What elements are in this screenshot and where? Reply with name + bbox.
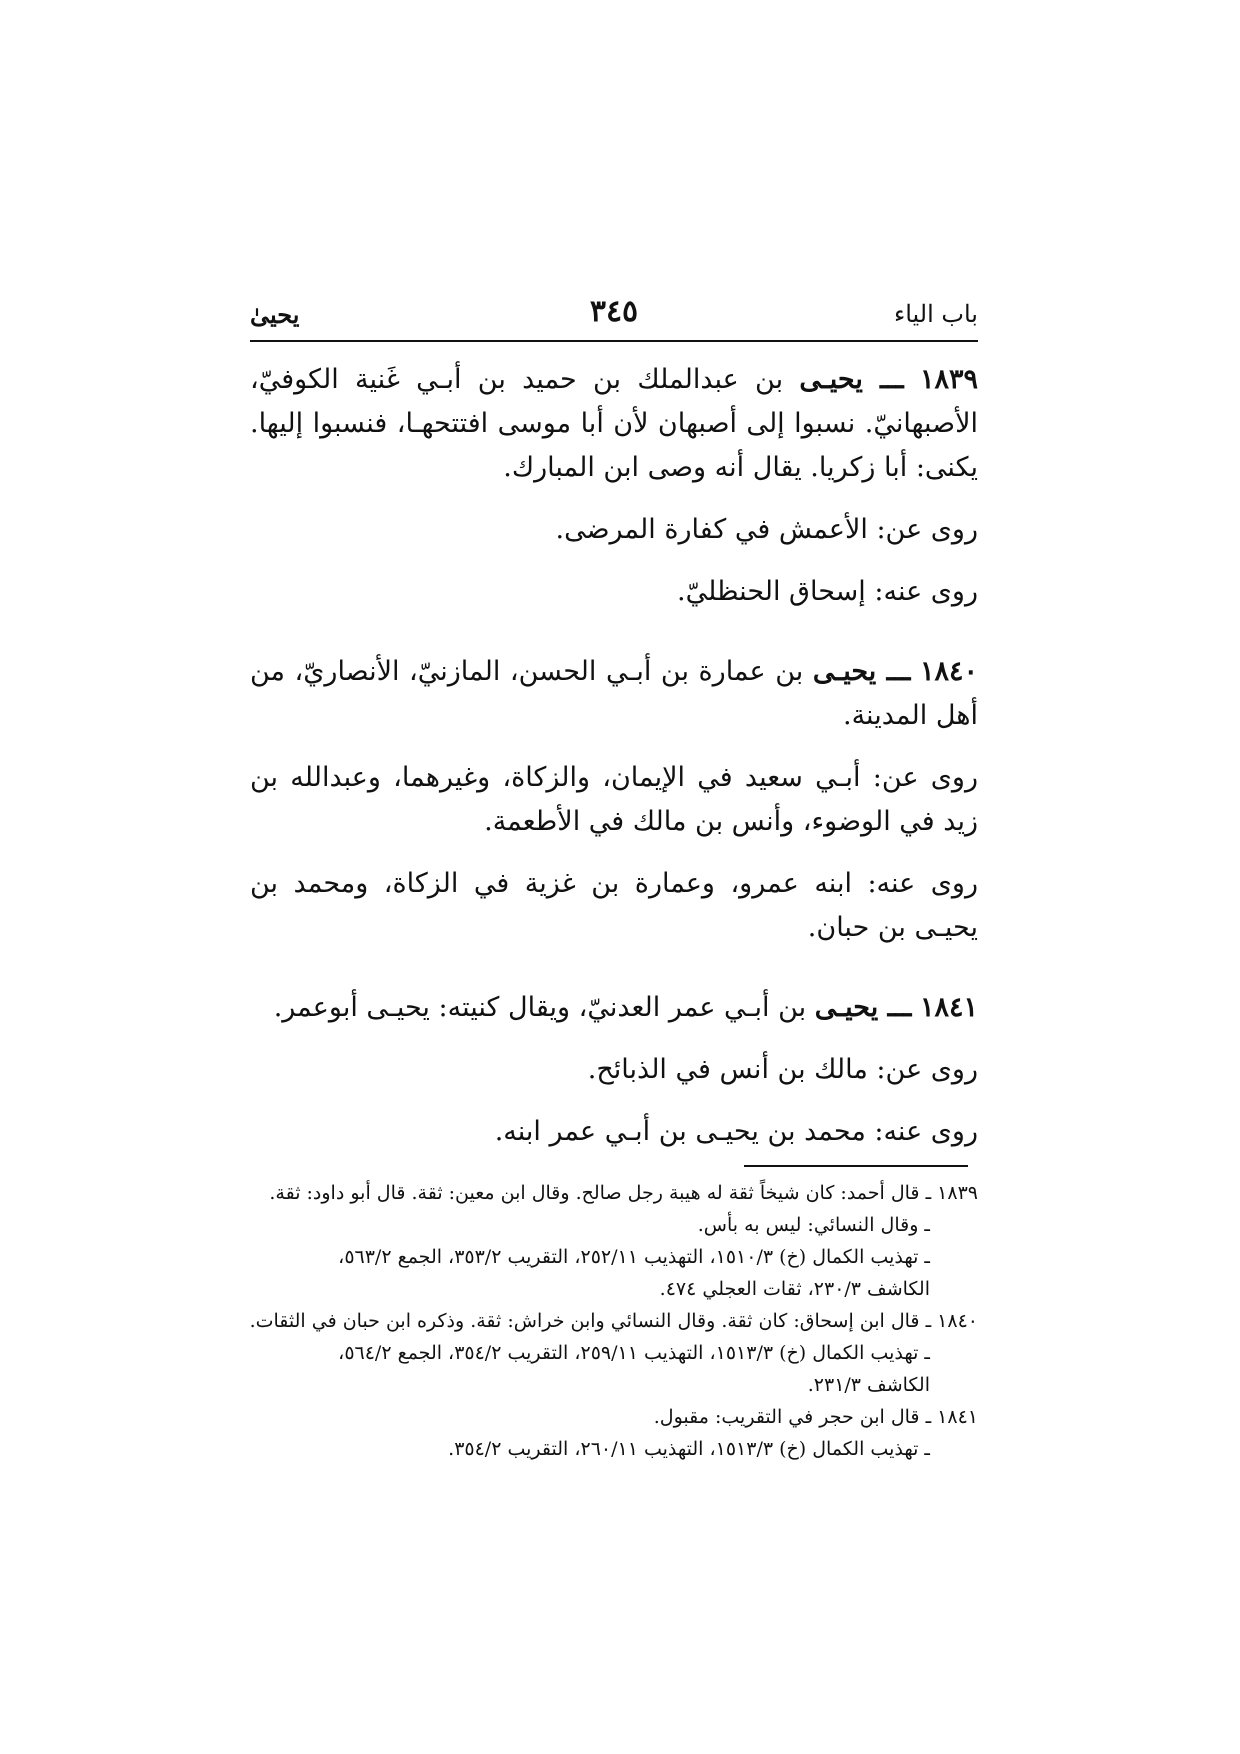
entry-1841 [250, 986, 978, 1154]
footnote-text: تهذيب الكمال (خ) ١٥١٣/٣، التهذيب ٢٥٩/١١، التقريب ٣٥٤/٢، الجمع ٥٦٤/٢، [338, 1342, 919, 1364]
footnote-text: الكاشف ٢٣١/٣. [807, 1374, 930, 1396]
entry-intro: ١٨٣٩ ـــ يحيـى بن عبدالملك بن حميد بن أبـي غَنية الكوفيّ، الأصبهانيّ. نسبوا إلى أصبهان لأن أبا موسى افتتحهـا، فنسبوا إليها. يكنى: أبا زكريا. يقال أنه وصى ابن المبارك. [250, 364, 978, 483]
page-header [250, 294, 978, 340]
footnotes [250, 1177, 978, 1465]
footnote-lead: ١٨٤٠ ـ [925, 1310, 978, 1332]
footnote-line [250, 1241, 978, 1273]
footnote-lead: ـ [924, 1342, 930, 1364]
header-rule [250, 340, 978, 342]
footnote-lead: ـ [924, 1246, 930, 1268]
footnote-text: قال ابن حجر في التقريب: مقبول. [653, 1406, 920, 1428]
entry-1839 [250, 358, 978, 614]
footnote-lead: ١٨٤١ ـ [925, 1406, 978, 1428]
entry-name: يحيـى [812, 656, 877, 687]
footnote-text: وقال النسائي: ليس به بأس. [697, 1214, 919, 1236]
footnote-line [250, 1401, 978, 1433]
footnote-text: تهذيب الكمال (خ) ١٥١٠/٣، التهذيب ٢٥٢/١١، التقريب ٣٥٣/٢، الجمع ٥٦٣/٢، [338, 1246, 919, 1268]
chapter-title: باب الياء [893, 300, 978, 328]
entry-number: ١٨٤١ [919, 992, 978, 1023]
footnote-text: الكاشف ٢٣٠/٣، ثقات العجلي ٤٧٤. [659, 1278, 930, 1300]
narrated-by: روى عنه: ابنه عمرو، وعمارة بن غزية في الزكاة، ومحمد بن يحيـى بن حبان. [250, 868, 978, 943]
footnote-line [250, 1177, 978, 1209]
narrated-from: روى عن: مالك بن أنس في الذبائح. [587, 1054, 978, 1085]
footnote-line [250, 1337, 978, 1369]
footnote-lead: ١٨٣٩ ـ [925, 1182, 978, 1204]
running-name: يحيىٰ [250, 300, 300, 329]
footnote-line [250, 1369, 978, 1401]
entry-description: بن أبـي عمر العدنيّ، ويقال كنيته: يحيـى أبوعمر. [273, 992, 807, 1023]
main-text [250, 358, 978, 1154]
narrated-from: روى عن: أبـي سعيد في الإيمان، والزكاة، وغيرهما، وعبدالله بن زيد في الوضوء، وأنس بن مالك في الأطعمة. [250, 762, 978, 837]
entry-description: بن عبدالملك بن حميد بن أبـي غَنية الكوفيّ، الأصبهانيّ. نسبوا إلى أصبهان لأن أبا موسى افتتحهـا، فنسبوا إليها. يكنى: أبا زكريا. يقال أنه وصى ابن المبارك. [250, 364, 978, 483]
entry-description: بن عمارة بن أبـي الحسن، المازنيّ، الأنصاريّ، من أهل المدينة. [250, 656, 978, 731]
footnote-lead: ـ [924, 1214, 930, 1236]
entry-number: ١٨٣٩ [919, 364, 978, 395]
footnote-text: قال أحمد: كان شيخاً ثقة له هيبة رجل صالح. وقال ابن معين: ثقة. قال أبو داود: ثقة. [269, 1182, 920, 1204]
entry-intro: ١٨٤٠ ـــ يحيـى بن عمارة بن أبـي الحسن، المازنيّ، الأنصاريّ، من أهل المدينة. [250, 656, 978, 731]
entry-name: يحيـى [799, 364, 863, 395]
footnote-line [250, 1273, 978, 1305]
footnote-text: قال ابن إسحاق: كان ثقة. وقال النسائي وابن خراش: ثقة. وذكره ابن حبان في الثقات. [249, 1310, 920, 1332]
entry-name: يحيـى [814, 992, 879, 1023]
entry-number: ١٨٤٠ [919, 656, 978, 687]
narrated-by: روى عنه: محمد بن يحيـى بن أبـي عمر ابنه. [494, 1116, 978, 1147]
narrated-from: روى عن: الأعمش في كفارة المرضى. [555, 514, 978, 545]
footnote-text: تهذيب الكمال (خ) ١٥١٣/٣، التهذيب ٢٦٠/١١، التقريب ٣٥٤/٢. [448, 1438, 919, 1460]
page-number: ٣٤٥ [589, 294, 639, 329]
footnote-line [250, 1305, 978, 1337]
footnote-line [250, 1209, 978, 1241]
entry-1840 [250, 650, 978, 950]
footnote-lead: ـ [924, 1438, 930, 1460]
entry-intro: ١٨٤١ ـــ يحيـى بن أبـي عمر العدنيّ، ويقال كنيته: يحيـى أبوعمر. [273, 992, 978, 1023]
footnote-rule [744, 1165, 968, 1167]
narrated-by: روى عنه: إسحاق الحنظليّ. [677, 576, 978, 607]
footnote-line [250, 1433, 978, 1465]
